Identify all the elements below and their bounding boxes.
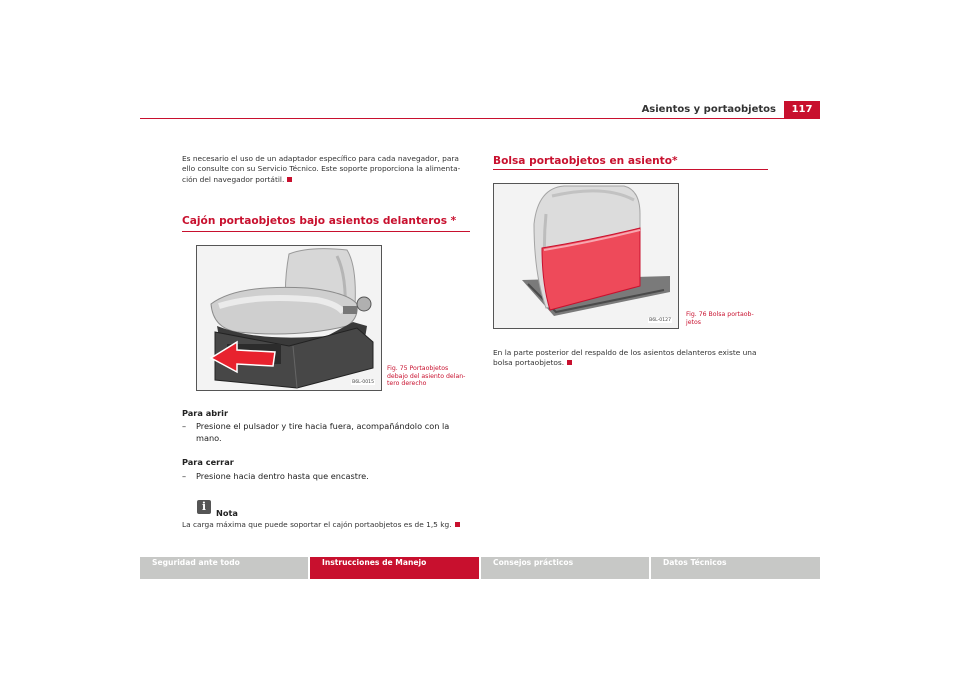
section-heading-rule xyxy=(493,169,768,170)
figure-code: B6L-0015 xyxy=(352,380,374,385)
end-square-icon xyxy=(287,177,292,182)
close-step-text: Presione hacia dentro hasta que encastre. xyxy=(196,471,369,481)
running-header-title: Asientos y portaobjetos xyxy=(641,104,776,115)
figure-76-caption: Fig. 76 Bolsa portaob-jetos xyxy=(686,311,754,326)
seat-pocket-illustration xyxy=(494,184,678,328)
section-heading-drawer: Cajón portaobjetos bajo asientos delanteros * xyxy=(182,215,457,227)
footer-tab-technical-data[interactable]: Datos Técnicos xyxy=(651,557,820,579)
section-heading-seat-pocket: Bolsa portaobjetos en asiento* xyxy=(493,155,678,167)
open-step-text: Presione el pulsador y tire hacia fuera, acompañándolo con la mano. xyxy=(196,421,450,444)
figure-76-seat-pocket xyxy=(493,183,679,329)
note-text: La carga máxima que puede soportar el cajón portaobjetos es de 1,5 kg. xyxy=(182,520,452,529)
end-square-icon xyxy=(455,522,460,527)
page-number: 117 xyxy=(784,101,820,119)
end-square-icon xyxy=(567,360,572,365)
section-heading-rule xyxy=(182,231,470,232)
footer-tab-operating-instructions[interactable]: Instrucciones de Manejo xyxy=(310,557,479,579)
close-step-dash: – xyxy=(182,471,187,481)
close-label: Para cerrar xyxy=(182,457,234,467)
intro-paragraph xyxy=(182,154,472,185)
header-rule xyxy=(140,118,820,119)
seat-drawer-illustration xyxy=(197,246,381,390)
intro-paragraph-text: Es necesario el uso de un adaptador específico para cada navegador, para ello consulte con su Servicio Técnico. Este soporte proporciona la alimenta-ción del navegador portátil. xyxy=(182,154,461,184)
footer-tab-practical-tips[interactable]: Consejos prácticos xyxy=(481,557,649,579)
seat-pocket-text: En la parte posterior del respaldo de los asientos delanteros existe una bolsa portaobjetos. xyxy=(493,348,757,368)
seat-pocket-paragraph xyxy=(493,348,778,369)
note-title: Nota xyxy=(216,508,238,518)
open-label: Para abrir xyxy=(182,408,228,418)
info-icon: i xyxy=(197,500,211,514)
open-step-dash: – xyxy=(182,421,187,431)
figure-code: B6L-0127 xyxy=(649,318,671,323)
figure-75-caption: Fig. 75 Portaobjetos debajo del asiento delan-tero derecho xyxy=(387,365,466,388)
note-paragraph xyxy=(182,520,477,530)
footer-tab-safety[interactable]: Seguridad ante todo xyxy=(140,557,308,579)
figure-75-seat-drawer xyxy=(196,245,382,391)
